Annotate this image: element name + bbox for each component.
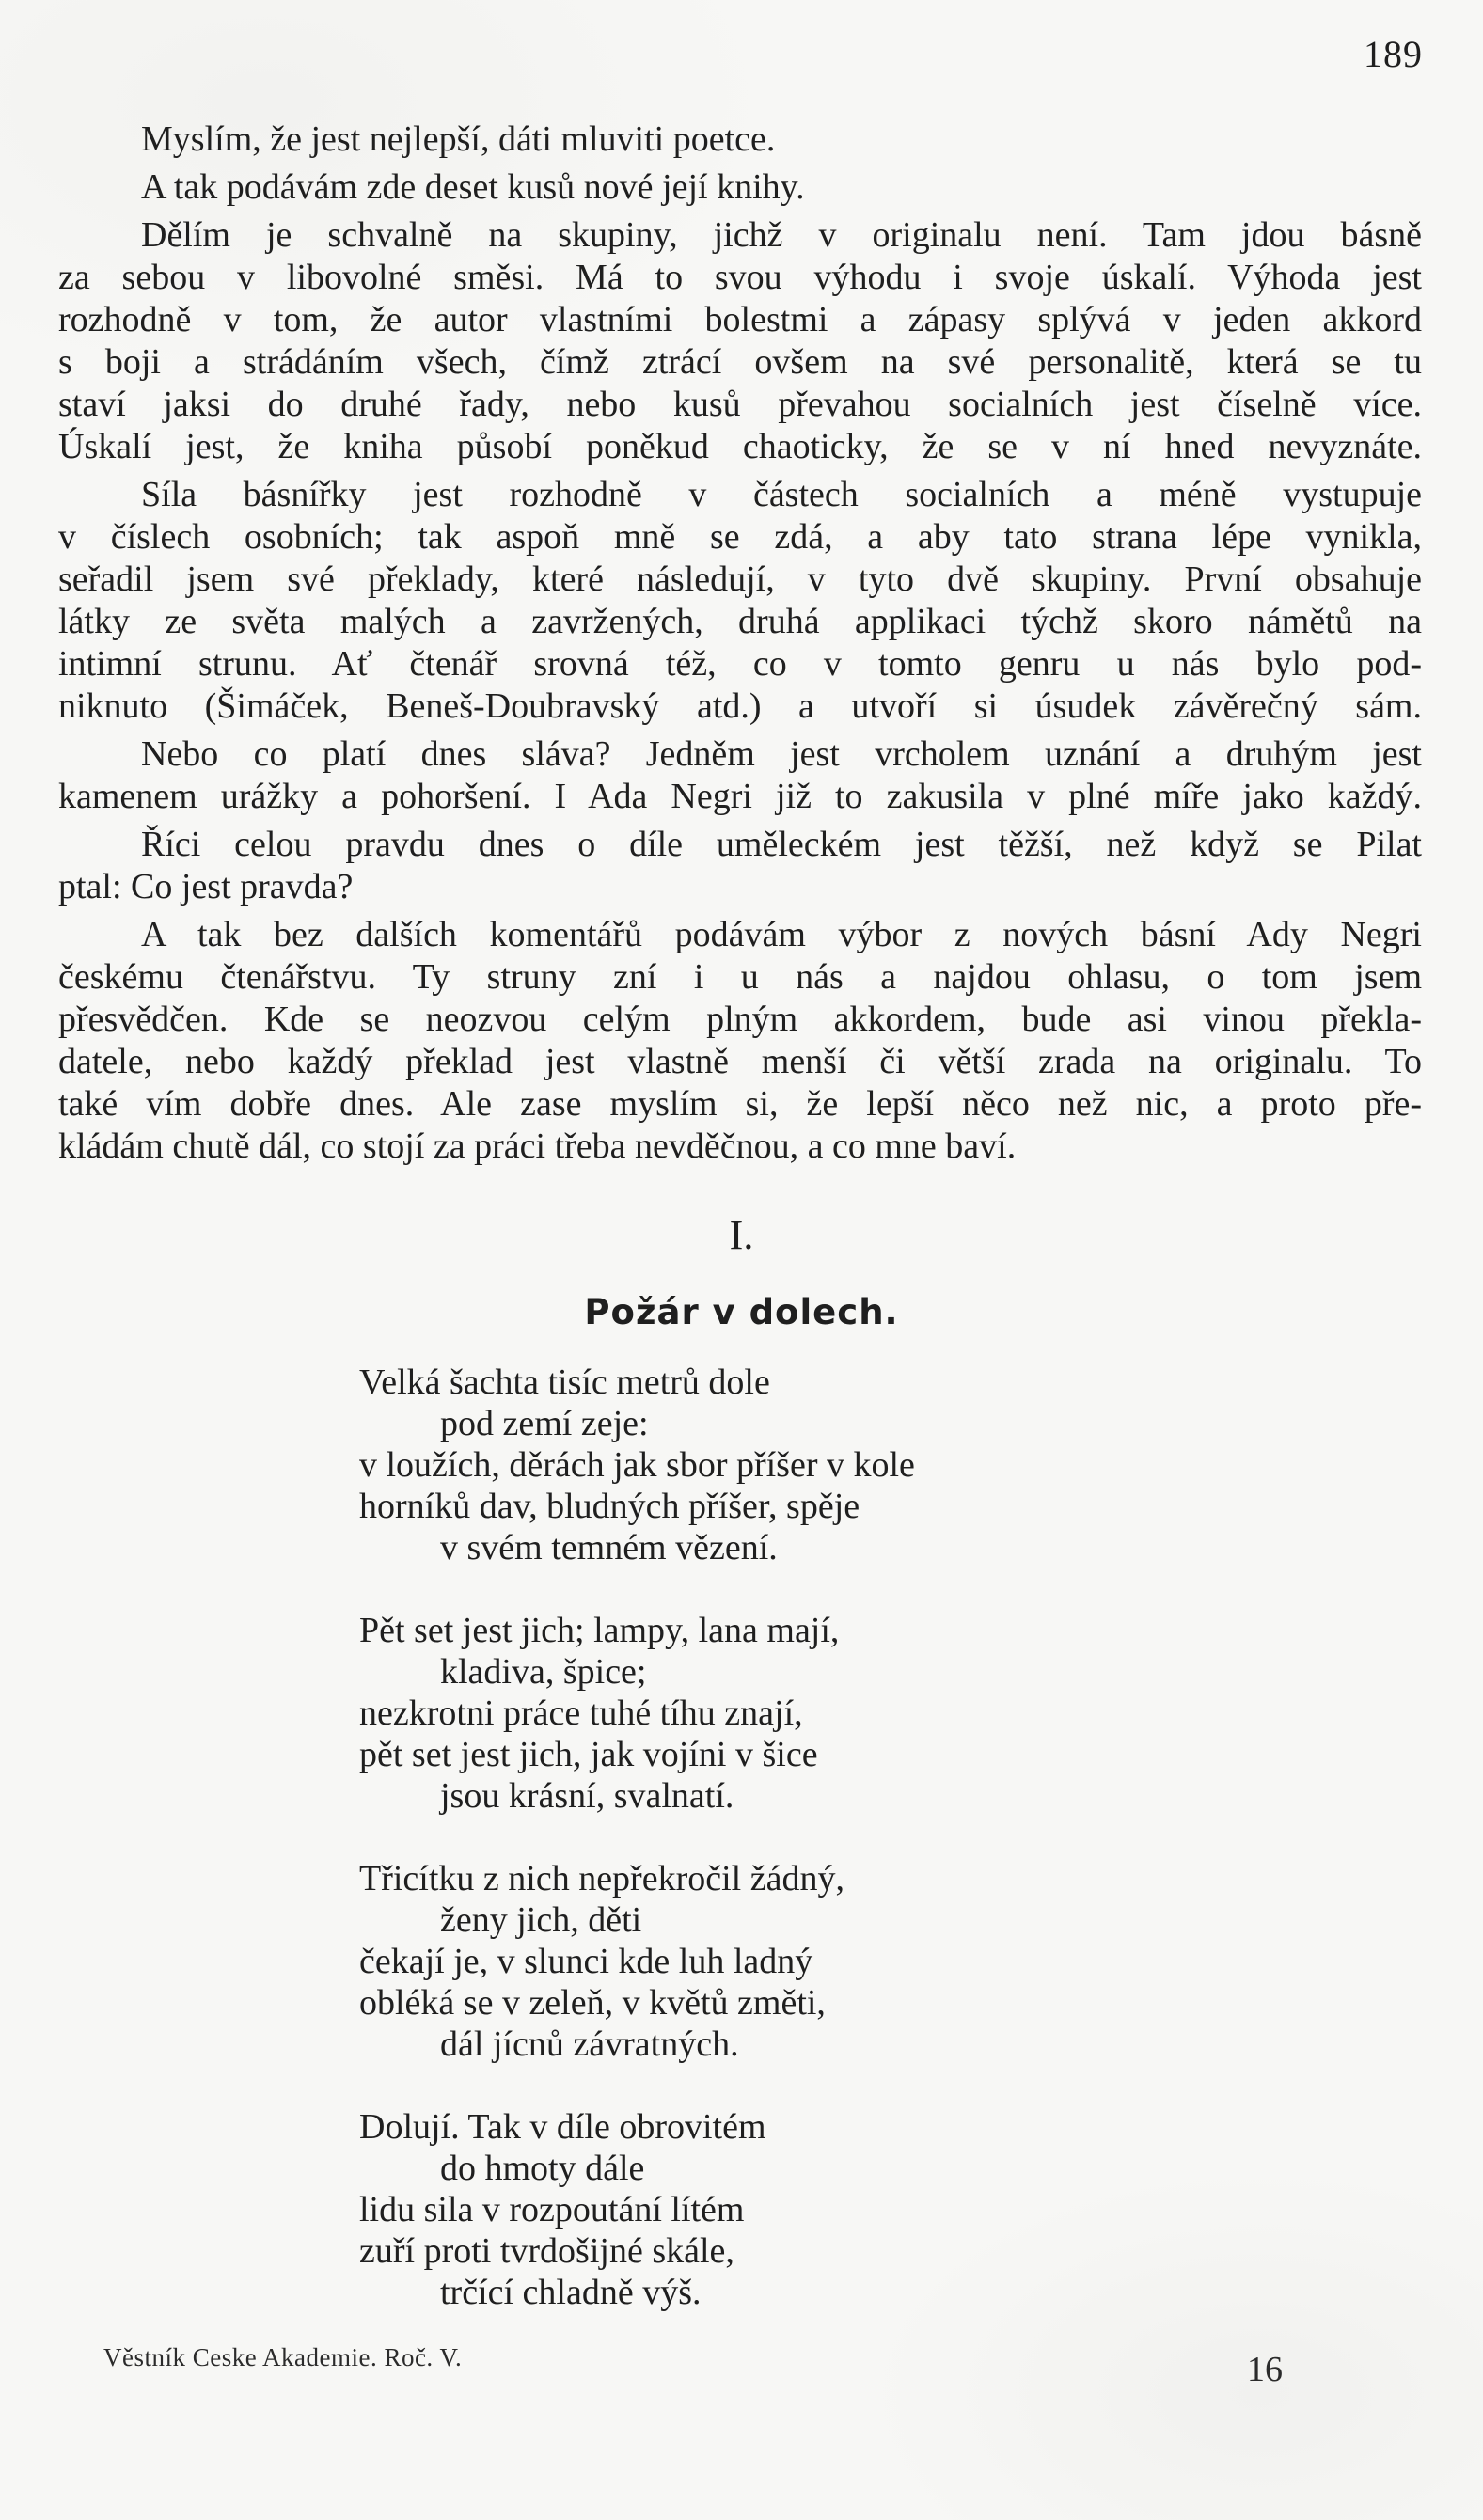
- footer-imprint: Věstník Ceske Akademie. Roč. V.: [103, 2343, 463, 2371]
- prose-line: datele, nebo každý překlad jest vlastně menší či větší zrada na originalu. To: [58, 1042, 1422, 1081]
- prose-line: niknuto (Šimáček, Beneš-Doubravský atd.) a utvoří si úsudek závěrečný sám.: [58, 686, 1422, 726]
- poem-line: horníků dav, bludných příšer, spěje: [359, 1487, 860, 1526]
- prose-line: intimní strunu. Ať čtenář srovná též, co v tomto genru u nás bylo pod-: [58, 644, 1422, 684]
- prose-line: přesvědčen. Kde se neozvou celým plným akkordem, bude asi vinou překla-: [58, 1000, 1422, 1039]
- page-number: 189: [1364, 33, 1423, 75]
- prose-line: v číslech osobních; tak aspoň mně se zdá, a aby tato strana lépe vynikla,: [58, 517, 1422, 557]
- prose-line: Myslím, že jest nejlepší, dáti mluviti poetce.: [141, 119, 776, 159]
- poem-line: dál jícnů závratných.: [440, 2024, 739, 2064]
- poem-line: obléká se v zeleň, v květů změti,: [359, 1983, 826, 2023]
- prose-line: Dělím je schvalně na skupiny, jichž v originalu není. Tam jdou básně: [141, 215, 1422, 255]
- poem-stanza: [359, 1610, 915, 1817]
- poem-line: pět set jest jich, jak vojíni v šice: [359, 1735, 818, 1774]
- prose-line: Nebo co platí dnes sláva? Jedněm jest vrcholem uznání a druhým jest: [141, 734, 1422, 774]
- prose-line: kládám chutě dál, co stojí za práci třeba nevděčnou, a co mne baví.: [58, 1126, 1017, 1166]
- prose-line: staví jaksi do druhé řady, nebo kusů převahou socialních jest číselně více.: [58, 385, 1422, 424]
- poem-line: kladiva, špice;: [440, 1652, 647, 1692]
- poem-line: jsou krásní, svalnatí.: [440, 1776, 734, 1816]
- prose-line: A tak podávám zde deset kusů nové její knihy.: [141, 167, 805, 207]
- prose-block: [58, 118, 1422, 1168]
- poem-line: lidu sila v rozpoutání lítém: [359, 2190, 745, 2229]
- poem-line: čekají je, v slunci kde luh ladný: [359, 1942, 813, 1981]
- poem-line: Třicítku z nich nepřekročil žádný,: [359, 1859, 844, 1898]
- poem-line: v loužích, děrách jak sbor příšer v kole: [359, 1445, 915, 1485]
- poem-stanza: [359, 1858, 915, 2065]
- poem-line: ženy jich, děti: [440, 1900, 642, 1940]
- prose-line: kamenem urážky a pohoršení. I Ada Negri již to zakusila v plné míře jako každý.: [58, 777, 1422, 816]
- section-numeral: I.: [729, 1212, 754, 1258]
- poem-line: Pět set jest jich; lampy, lana mají,: [359, 1611, 840, 1650]
- poem-line: trčící chladně výš.: [440, 2273, 702, 2312]
- poem-title: Požár v dolech.: [584, 1292, 899, 1332]
- footer-signature-number: 16: [1247, 2350, 1283, 2389]
- poem-stanza: [359, 1362, 915, 1568]
- poem-stanza: [359, 2106, 915, 2313]
- poem-line: do hmoty dále: [440, 2149, 645, 2188]
- prose-line: rozhodně v tom, že autor vlastními bolestmi a zápasy splývá v jeden akkord: [58, 300, 1422, 339]
- prose-line: ptal: Co jest pravda?: [58, 867, 354, 906]
- prose-line: také vím dobře dnes. Ale zase myslím si, že lepší něco než nic, a proto pře-: [58, 1084, 1422, 1124]
- prose-line: českému čtenářstvu. Ty struny zní i u nás a najdou ohlasu, o tom jsem: [58, 957, 1422, 997]
- poem-line: v svém temném vězení.: [440, 1528, 778, 1567]
- prose-line: s boji a strádáním všech, čímž ztrácí ovšem na své personalitě, která se tu: [58, 342, 1422, 382]
- prose-line: látky ze světa malých a zavržených, druhá applikaci týchž skoro námětů na: [58, 602, 1422, 641]
- poem-line: nezkrotni práce tuhé tíhu znají,: [359, 1693, 803, 1733]
- prose-line: Síla básnířky jest rozhodně v částech socialních a méně vystupuje: [141, 475, 1422, 514]
- prose-line: Úskalí jest, že kniha působí poněkud chaoticky, že se v ní hned nevyznáte.: [58, 427, 1422, 466]
- prose-line: seřadil jsem své překlady, které následují, v tyto dvě skupiny. První obsahuje: [58, 559, 1422, 599]
- poem-line: Velká šachta tisíc metrů dole: [359, 1362, 770, 1402]
- poem-line: pod zemí zeje:: [440, 1404, 649, 1443]
- prose-line: A tak bez dalších komentářů podávám výbor z nových básní Ady Negri: [141, 915, 1422, 954]
- poem-line: Dolují. Tak v díle obrovitém: [359, 2107, 766, 2147]
- poem-block: [359, 1362, 915, 2355]
- prose-line: Říci celou pravdu dnes o díle uměleckém jest těžší, než když se Pilat: [141, 825, 1422, 864]
- poem-line: zuří proti tvrdošijné skále,: [359, 2231, 734, 2271]
- prose-line: za sebou v libovolné směsi. Má to svou výhodu i svoje úskalí. Výhoda jest: [58, 258, 1422, 297]
